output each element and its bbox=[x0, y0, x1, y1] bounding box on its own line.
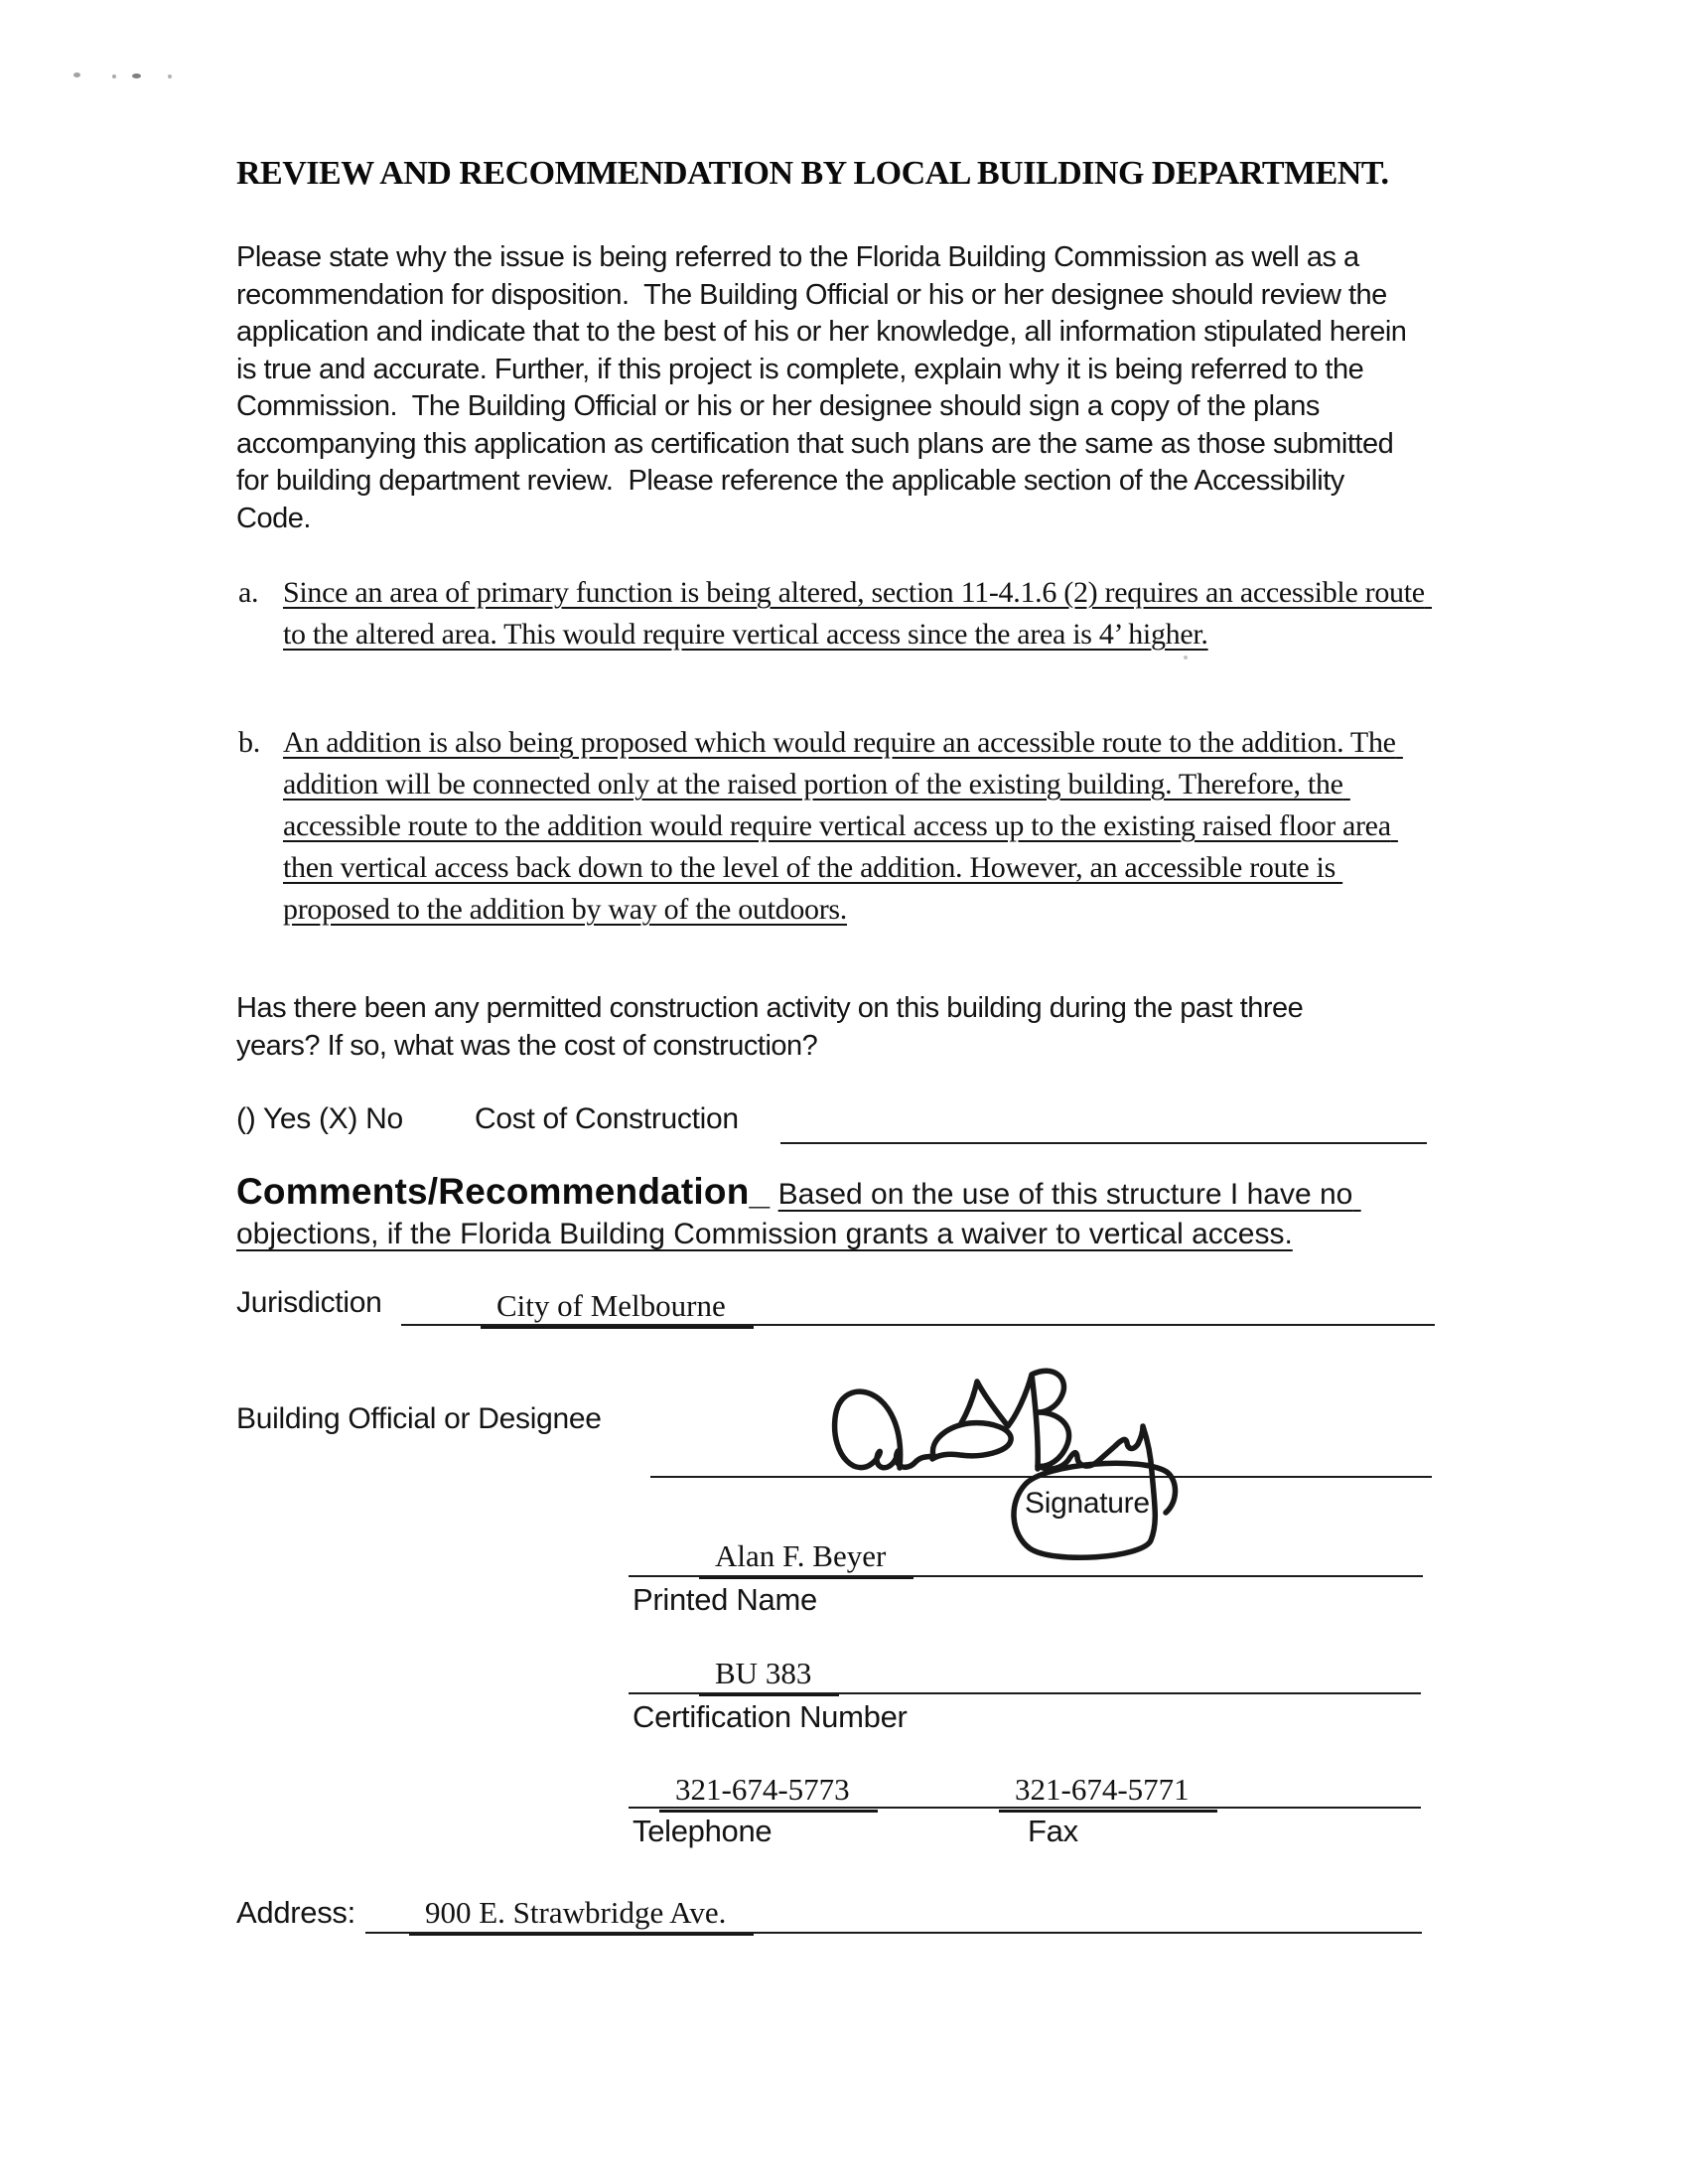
telephone-fax-line bbox=[629, 1807, 1421, 1809]
yes-no-options: () Yes (X) No bbox=[236, 1102, 403, 1135]
construction-response-row bbox=[236, 1102, 1427, 1148]
printed-name-line bbox=[629, 1575, 1423, 1577]
scan-speck bbox=[112, 74, 116, 78]
intro-paragraph: Please state why the issue is being referred to the Florida Building Commission as well as a recommendation for disposition. The Building Official or his or her designee should review the application and indicate that to the best of his or her knowledge, all information stipulated herein is true and accurate. Further, if this project is complete, explain why it is being referred to the Commission. The Building Official or his or her designee should sign a copy of the plans accompanying this application as certification that such plans are the same as those submitted for building department review. Please reference the applicable section of the Accessibility Code. bbox=[236, 241, 1414, 534]
scan-speck bbox=[132, 73, 141, 78]
telephone-value: 321-674-5773 bbox=[659, 1772, 878, 1813]
list-item-b bbox=[238, 722, 1435, 931]
cost-of-construction-line bbox=[780, 1142, 1427, 1144]
certification-number-line bbox=[629, 1692, 1421, 1694]
list-item-b-label: b. bbox=[238, 726, 260, 759]
printed-name-label: Printed Name bbox=[633, 1582, 817, 1617]
list-item-a bbox=[238, 572, 1435, 655]
fax-value: 321-674-5771 bbox=[999, 1772, 1217, 1813]
comments-block bbox=[236, 1172, 1443, 1254]
address-value: 900 E. Strawbridge Ave. bbox=[409, 1895, 754, 1936]
scan-speck bbox=[73, 73, 80, 77]
page-title: REVIEW AND RECOMMENDATION BY LOCAL BUILDING DEPARTMENT. bbox=[236, 155, 1389, 192]
address-line bbox=[365, 1932, 1422, 1934]
jurisdiction-row bbox=[236, 1284, 1438, 1326]
cost-of-construction-label: Cost of Construction bbox=[475, 1102, 739, 1135]
building-official-row bbox=[236, 1398, 1432, 1478]
building-official-label: Building Official or Designee bbox=[236, 1402, 602, 1435]
comments-label: Comments/Recommendation_ bbox=[236, 1171, 771, 1212]
scan-speck bbox=[1184, 655, 1188, 659]
certification-number-value: BU 383 bbox=[699, 1656, 839, 1696]
jurisdiction-value: City of Melbourne bbox=[481, 1288, 754, 1329]
fax-label: Fax bbox=[1028, 1814, 1078, 1848]
comments-value: Based on the use of this structure I have no objections, if the Florida Building Commission grants a waiver to vertical access. bbox=[236, 1178, 1361, 1250]
list-item-b-text: An addition is also being proposed which would require an accessible route to the addition. The addition will be connected only at the raised portion of the existing building. Therefore, the accessible route to the addition would require vertical access up to the existing raised floor area then vertical access back down to the level of the addition. However, an accessible route is proposed to the addition by way of the outdoors. bbox=[283, 726, 1403, 926]
list-item-a-text: Since an area of primary function is being altered, section 11-4.1.6 (2) requires an accessible route to the altered area. This would require vertical access since the area is 4’ higher. bbox=[283, 576, 1433, 651]
telephone-label: Telephone bbox=[633, 1814, 773, 1848]
certification-number-label: Certification Number bbox=[633, 1699, 908, 1734]
signature-line bbox=[650, 1476, 1432, 1478]
address-label: Address: bbox=[236, 1895, 355, 1930]
jurisdiction-label: Jurisdiction bbox=[236, 1286, 382, 1319]
scan-speck bbox=[168, 74, 172, 78]
printed-name-value: Alan F. Beyer bbox=[699, 1538, 914, 1579]
signature-caption: Signature bbox=[1025, 1487, 1150, 1520]
list-item-a-label: a. bbox=[238, 576, 259, 609]
construction-question: Has there been any permitted construction activity on this building during the past three years? If so, what was the cost of construction? bbox=[236, 992, 1311, 1062]
